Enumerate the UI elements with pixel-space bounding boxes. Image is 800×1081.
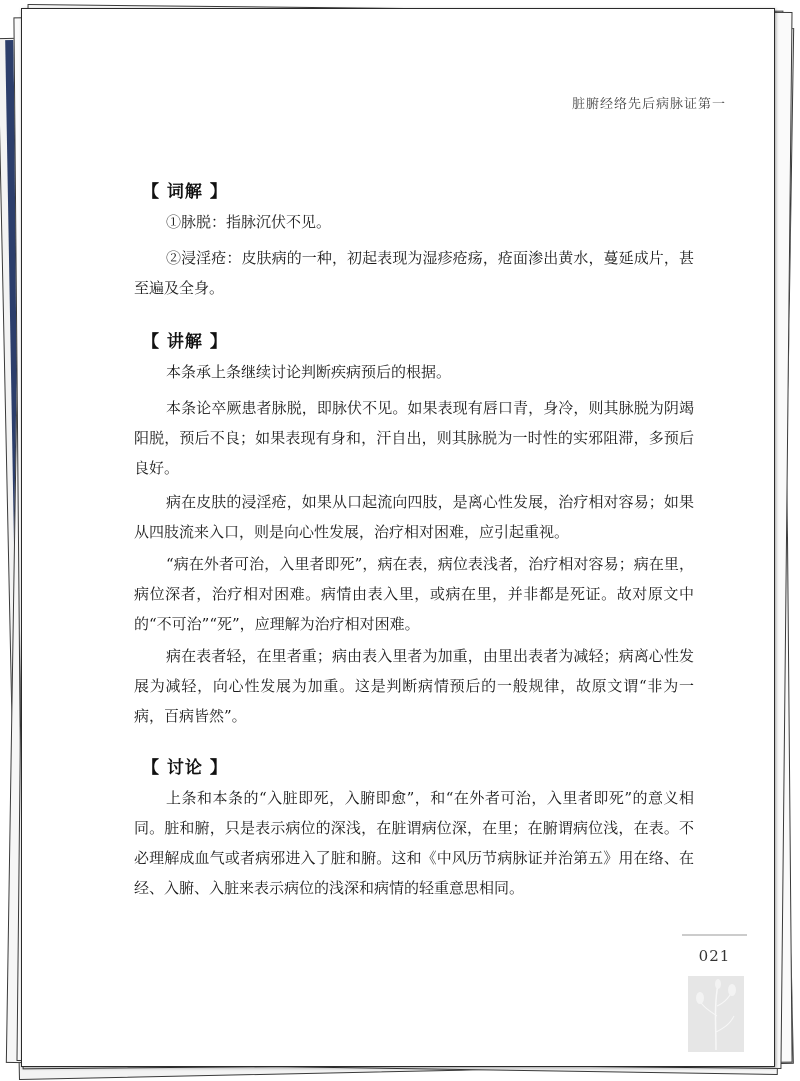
- running-head: 脏腑经络先后病脉证第一: [571, 97, 726, 112]
- section-heading-jiangjie: 【 讲解 】: [142, 332, 228, 352]
- paragraph: ②浸淫疮：皮肤病的一种，初起表现为湿疹疮疡，疮面渗出黄水，蔓延成片，甚至遍及全身。: [134, 249, 694, 297]
- book-page: [21, 8, 775, 1067]
- page-number: 021: [698, 947, 731, 965]
- section-heading-taolun: 【 讨论 】: [142, 758, 228, 778]
- paragraph: ①脉脱：指脉沉伏不见。: [166, 213, 332, 231]
- paragraph: “病在外者可治，入里者即死”，病在表，病位表浅者，治疗相对容易；病在里，病位深者，治疗相对困难。病情由表入里，或病在里，并非都是死证。故对原文中的“不可治”“死”，应理解为治疗相对困难。: [134, 555, 694, 633]
- paragraph: 上条和本条的“入脏即死，入腑即愈”，和“在外者可治，入里者即死”的意义相同。脏和腑，只是表示病位的深浅，在脏谓病位深，在里；在腑谓病位浅，在表。不必理解成血气或者病邪进入了脏和腑。这和《中风历节病脉证并治第五》用在络、在经、入腑、入脏来表示病位的浅深和病情的轻重意思相同。: [134, 789, 694, 897]
- page-number-rule: [682, 934, 747, 936]
- section-heading-cijie: 【 词解 】: [142, 182, 228, 202]
- paragraph: 病在表者轻，在里者重；病由表入里者为加重，由里出表者为减轻；病离心性发展为减轻，向心性发展为加重。这是判断病情预后的一般规律，故原文谓“非为一病，百病皆然”。: [134, 647, 694, 725]
- paragraph: 本条承上条继续讨论判断疾病预后的根据。: [166, 363, 452, 381]
- paragraph: 本条论卒厥患者脉脱，即脉伏不见。如果表现有唇口青，身冷，则其脉脱为阴竭阳脱，预后不良；如果表现有身和，汗自出，则其脉脱为一时性的实邪阻滞，多预后良好。: [134, 399, 694, 477]
- decorative-plant-block: [688, 976, 744, 1052]
- paragraph: 病在皮肤的浸淫疮，如果从口起流向四肢，是离心性发展，治疗相对容易；如果从四肢流来入口，则是向心性发展，治疗相对困难，应引起重视。: [134, 493, 694, 541]
